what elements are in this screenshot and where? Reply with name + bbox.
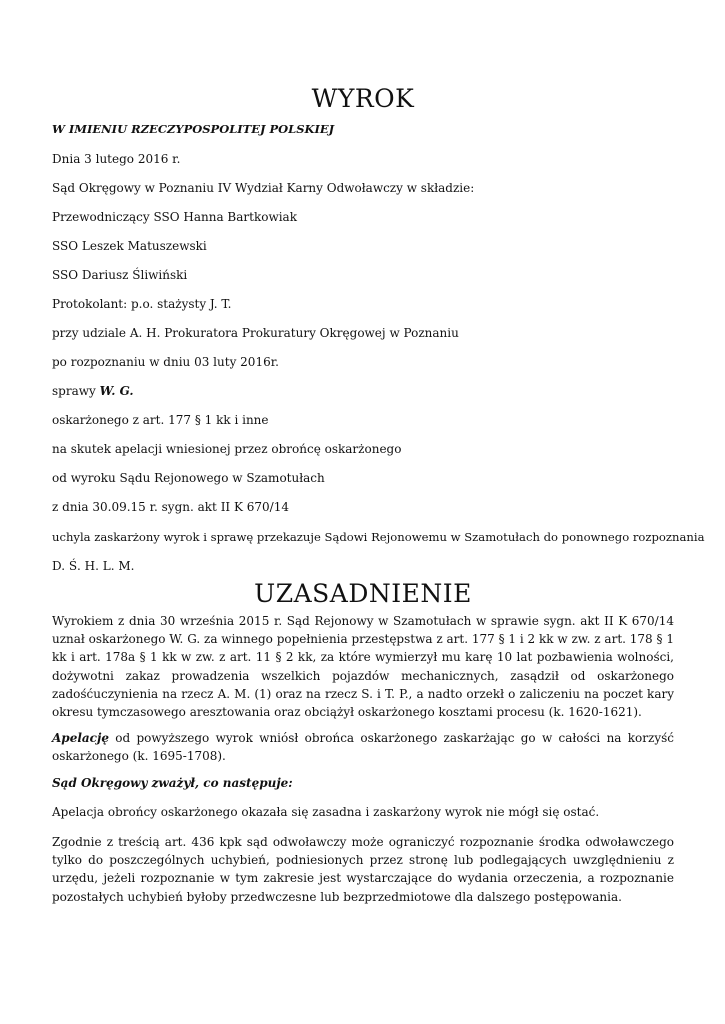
paragraph-2-text: od powyższego wyrok wniósł obrońca oskarżonego zaskarżając go w całości na korzyść oskarżonego (k. 1695-1708).	[52, 731, 674, 764]
case-reference: z dnia 30.09.15 r. sygn. akt II K 670/14	[52, 500, 289, 514]
hearing-date: po rozpoznaniu w dniu 03 luty 2016r.	[52, 355, 279, 369]
paragraph-2	[52, 729, 674, 765]
paragraph-4: Apelacja obrońcy oskarżonego okazała się zasadna i zaskarżony wyrok nie mógł się ostać.	[52, 805, 600, 819]
prosecutor-line: przy udziale A. H. Prokuratora Prokuratury Okręgowej w Poznaniu	[52, 326, 459, 340]
signatures-line: D. Ś. H. L. M.	[52, 559, 135, 573]
document-subtitle: W IMIENIU RZECZYPOSPOLITEJ POLSKIEJ	[52, 122, 335, 136]
presiding-judge: Przewodniczący SSO Hanna Bartkowiak	[52, 210, 297, 224]
decision-line: uchyla zaskarżony wyrok i sprawę przekazuje Sądowi Rejonowemu w Szamotułach do ponownego rozpoznania	[52, 530, 705, 544]
justification-heading: UZASADNIENIE	[254, 579, 472, 608]
paragraph-2-lead: Apelację	[52, 731, 109, 745]
case-line	[52, 383, 134, 399]
judge-line-1: SSO Leszek Matuszewski	[52, 239, 207, 253]
court-composition: Sąd Okręgowy w Poznaniu IV Wydział Karny Odwoławczy w składzie:	[52, 181, 475, 195]
judgment-date: Dnia 3 lutego 2016 r.	[52, 152, 181, 166]
charge-line: oskarżonego z art. 177 § 1 kk i inne	[52, 413, 269, 427]
lower-court-line: od wyroku Sądu Rejonowego w Szamotułach	[52, 471, 325, 485]
document-title: WYROK	[311, 84, 415, 113]
court-clerk: Protokolant: p.o. stażysty J. T.	[52, 297, 232, 311]
case-prefix: sprawy	[52, 384, 100, 398]
defendant-name: W. G.	[99, 384, 134, 398]
appeal-line: na skutek apelacji wniesionej przez obrońcę oskarżonego	[52, 442, 402, 456]
court-considered-heading: Sąd Okręgowy zważył, co następuje:	[52, 776, 293, 790]
judge-line-2: SSO Dariusz Śliwiński	[52, 268, 188, 282]
paragraph-3	[52, 774, 674, 792]
paragraph-5: Zgodnie z treścią art. 436 kpk sąd odwoławczy może ograniczyć rozpoznanie środka odwoławczego tylko do poszczególnych uchybień, podniesionych przez stronę lub podlegających uwzględnieniu z urzędu, jeżeli rozpoznanie w tym zakresie jest wystarczające do wydania orzeczenia, a rozpoznanie pozostałych uchybień byłoby przedwczesne lub bezprzedmiotowe dla dalszego postępowania.	[52, 835, 674, 904]
paragraph-1: Wyrokiem z dnia 30 września 2015 r. Sąd Rejonowy w Szamotułach w sprawie sygn. akt II K 670/14 uznał oskarżonego W. G. za winnego popełnienia przestępstwa z art. 177 § 1 i 2 kk w zw. z art. 178 § 1 kk i art. 178a § 1 kk w zw. z art. 11 § 2 kk, za które wymierzył mu karę 10 lat pozbawienia wolności, dożywotni zakaz prowadzenia wszelkich pojazdów mechanicznych, zasądził od oskarżonego zadośćuczynienia na rzecz A. M. (1) oraz na rzecz S. i T. P., a nadto orzekł o zaliczeniu na poczet kary okresu tymczasowego aresztowania oraz obciążył oskarżonego kosztami procesu (k. 1620-1621).	[52, 614, 674, 720]
